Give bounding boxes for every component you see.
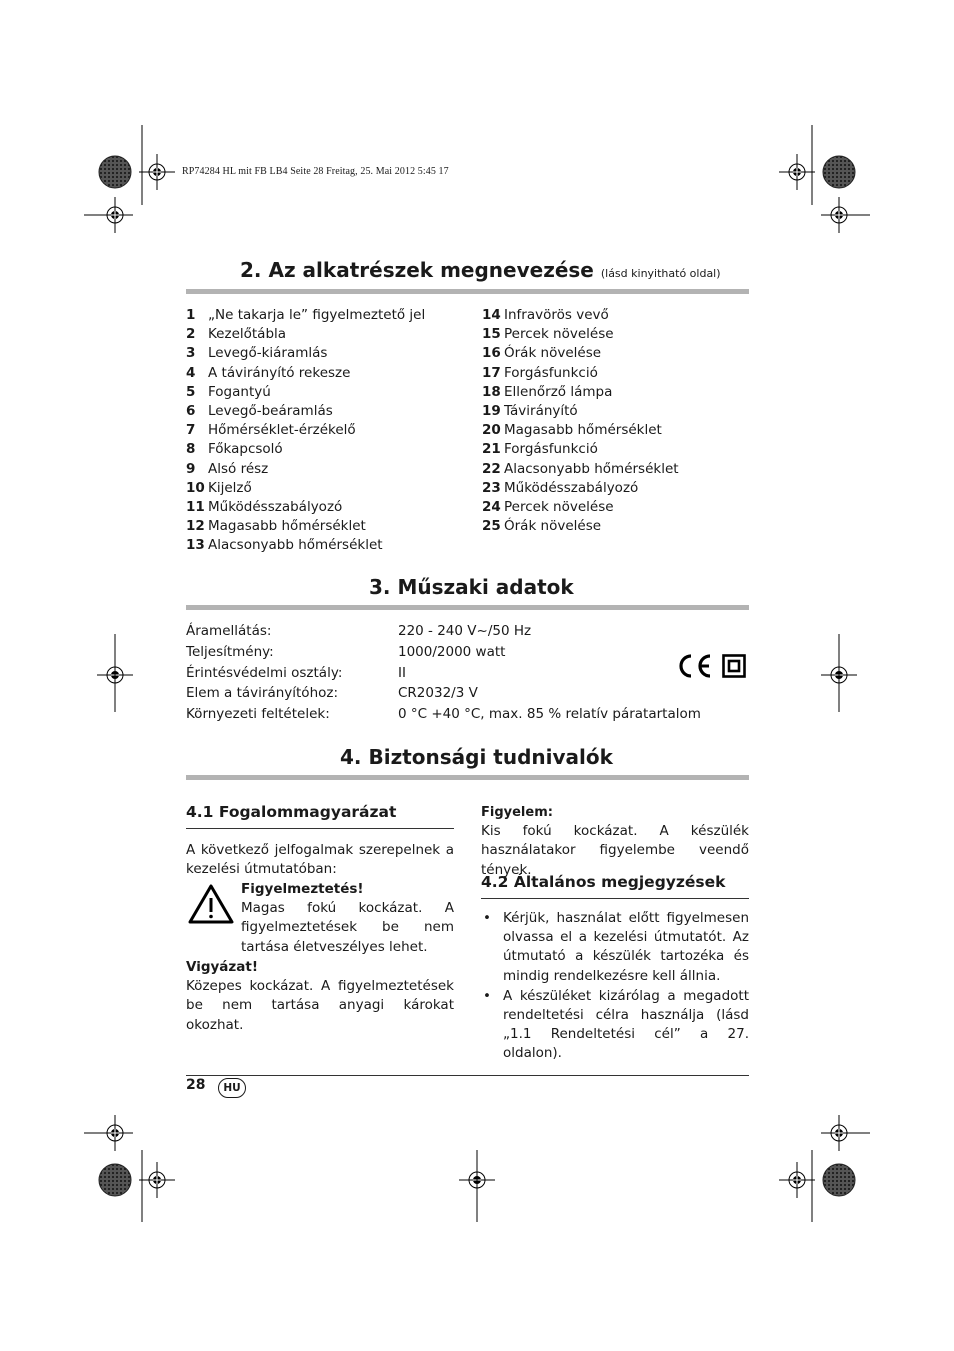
part-label: Órák növelése bbox=[504, 518, 602, 535]
part-number: 20 bbox=[482, 422, 501, 439]
language-badge: HU bbox=[218, 1078, 246, 1098]
part-item bbox=[186, 421, 425, 440]
part-label: Ellenőrző lámpa bbox=[504, 383, 613, 400]
ce-mark-icon bbox=[676, 653, 714, 679]
section-4-title: 4. Biztonsági tudnivalók bbox=[340, 745, 613, 769]
section-4-rule bbox=[186, 775, 749, 780]
attention-block bbox=[481, 803, 749, 880]
part-number: 1 bbox=[186, 307, 196, 323]
attention-text: Kis fokú kockázat. A készülék használatakor figyelembe veendő tények. bbox=[481, 823, 749, 878]
section-2-subtitle: (lásd kinyitható oldal) bbox=[600, 267, 721, 280]
warning-title: Figyelmeztetés! bbox=[241, 881, 364, 897]
subsection-4-2 bbox=[481, 871, 749, 893]
part-label: Infravörös vevő bbox=[504, 307, 609, 323]
part-number: 10 bbox=[186, 479, 205, 496]
caution-block bbox=[186, 958, 454, 1035]
part-item bbox=[186, 325, 425, 344]
parts-list-left bbox=[186, 306, 425, 555]
bullet-text: Kérjük, használat előtt figyelmesen olvassa el a kezelési útmutatót. Az útmutató a készülék tartozéka és mindig rendelkezésre kell állnia. bbox=[503, 910, 749, 984]
part-number: 8 bbox=[186, 441, 196, 458]
left-column bbox=[186, 801, 454, 823]
footer-rule bbox=[186, 1075, 749, 1076]
part-item bbox=[186, 440, 425, 459]
class-ii-insulation-icon bbox=[722, 654, 746, 678]
general-notes-list bbox=[481, 909, 749, 1065]
spec-value: 220 - 240 V~/50 Hz bbox=[398, 623, 532, 639]
part-label: Kezelőtábla bbox=[208, 326, 287, 343]
part-label: Távirányító bbox=[504, 402, 578, 419]
part-number: 21 bbox=[482, 441, 501, 458]
part-label: Kijelző bbox=[208, 479, 252, 496]
part-number: 9 bbox=[186, 460, 196, 477]
part-label: Levegő-beáramlás bbox=[208, 402, 333, 419]
parts-list-right bbox=[482, 306, 679, 536]
spec-value: 0 °C +40 °C, max. 85 % relatív páratartalom bbox=[398, 706, 701, 723]
attention-title: Figyelem: bbox=[481, 805, 553, 820]
part-item bbox=[482, 498, 679, 517]
part-label: Működésszabályozó bbox=[208, 498, 343, 515]
part-number: 15 bbox=[482, 326, 501, 343]
part-label: Fogantyú bbox=[208, 383, 271, 400]
part-number: 2 bbox=[186, 326, 196, 343]
part-number: 13 bbox=[186, 537, 205, 554]
part-item bbox=[186, 460, 425, 479]
print-header: RP74284 HL mit FB LB4 Seite 28 Freitag, 25. Mai 2012 5:45 17 bbox=[182, 166, 449, 177]
part-item bbox=[186, 498, 425, 517]
caution-title: Vigyázat! bbox=[186, 959, 258, 975]
part-number: 12 bbox=[186, 518, 205, 535]
part-label: Magasabb hőmérséklet bbox=[504, 422, 662, 439]
part-number: 5 bbox=[186, 383, 196, 400]
part-item bbox=[186, 479, 425, 498]
part-label: Levegő-kiáramlás bbox=[208, 345, 328, 362]
part-item bbox=[186, 536, 425, 555]
part-item bbox=[186, 517, 425, 536]
spec-label: Áramellátás: bbox=[186, 623, 272, 639]
section-3-rule bbox=[186, 605, 749, 610]
part-label: Magasabb hőmérséklet bbox=[208, 518, 366, 535]
part-number: 19 bbox=[482, 402, 501, 419]
part-item bbox=[186, 402, 425, 421]
part-number: 3 bbox=[186, 345, 196, 362]
part-number: 24 bbox=[482, 498, 501, 515]
part-label: Alacsonyabb hőmérséklet bbox=[504, 460, 679, 477]
warning-triangle-icon bbox=[187, 883, 235, 925]
part-item bbox=[482, 460, 679, 479]
part-label: Alsó rész bbox=[208, 460, 269, 477]
subsection-4-2-rule bbox=[481, 898, 749, 899]
part-number: 4 bbox=[186, 364, 196, 381]
part-label: Működésszabályozó bbox=[504, 479, 639, 496]
part-item bbox=[482, 421, 679, 440]
part-label: Percek növelése bbox=[504, 326, 614, 343]
spec-value: 1000/2000 watt bbox=[398, 643, 506, 660]
part-number: 14 bbox=[482, 307, 501, 323]
part-item bbox=[186, 364, 425, 383]
part-item bbox=[186, 344, 425, 363]
part-number: 25 bbox=[482, 518, 501, 535]
part-label: Alacsonyabb hőmérséklet bbox=[208, 537, 383, 554]
subsection-4-2-title: 4.2 Általános megjegyzések bbox=[481, 873, 726, 891]
part-label: A távirányító rekesze bbox=[208, 364, 351, 381]
warning-text: Magas fokú kockázat. A figyelmeztetések be nem tartása életveszélyes lehet. bbox=[241, 900, 454, 955]
bullet-text: A készüléket kizárólag a megadott rendeltetési célra használja (lásd „1.1 Rendeltetési cél” a 27. oldalon). bbox=[503, 987, 749, 1062]
part-number: 18 bbox=[482, 383, 501, 400]
caution-text: Közepes kockázat. A figyelmeztetések be nem tartása anyagi károkat okozhat. bbox=[186, 978, 454, 1033]
spec-value: II bbox=[398, 664, 406, 681]
part-number: 23 bbox=[482, 479, 501, 496]
part-item bbox=[482, 344, 679, 363]
page-number: 28 bbox=[186, 1077, 206, 1093]
part-item bbox=[482, 517, 679, 536]
section-3-title: 3. Műszaki adatok bbox=[369, 575, 574, 599]
subsection-4-1-title: 4.1 Fogalommagyarázat bbox=[186, 803, 397, 821]
part-label: „Ne takarja le” figyelmeztető jel bbox=[208, 307, 426, 323]
part-label: Forgásfunkció bbox=[504, 364, 598, 381]
part-item bbox=[482, 325, 679, 344]
part-label: Hőmérséklet-érzékelő bbox=[208, 422, 356, 439]
part-number: 6 bbox=[186, 402, 196, 419]
spec-label: Érintésvédelmi osztály: bbox=[186, 664, 343, 681]
part-label: Főkapcsoló bbox=[208, 441, 283, 458]
part-number: 7 bbox=[186, 422, 196, 439]
part-item bbox=[186, 383, 425, 402]
part-item bbox=[482, 440, 679, 459]
part-item bbox=[482, 364, 679, 383]
part-item bbox=[482, 306, 679, 325]
part-number: 22 bbox=[482, 460, 501, 477]
section-2-heading: 2. Az alkatrészek megnevezése bbox=[240, 258, 594, 282]
bullet-item bbox=[481, 987, 749, 1064]
part-item bbox=[482, 479, 679, 498]
bullet-dot: • bbox=[483, 987, 491, 1004]
part-label: Percek növelése bbox=[504, 498, 614, 515]
part-label: Órák növelése bbox=[504, 345, 602, 362]
spec-value: CR2032/3 V bbox=[398, 685, 478, 702]
part-label: Forgásfunkció bbox=[504, 441, 598, 458]
warning-block bbox=[241, 880, 454, 957]
subsection-4-1-rule bbox=[186, 828, 454, 829]
spec-label: Teljesítmény: bbox=[186, 643, 274, 660]
part-number: 16 bbox=[482, 345, 501, 362]
bullet-dot: • bbox=[483, 910, 491, 926]
part-number: 11 bbox=[186, 498, 205, 515]
intro-text: A következő jelfogalmak szerepelnek a kezelési útmutatóban: bbox=[186, 842, 454, 878]
part-item bbox=[482, 402, 679, 421]
section-2-title bbox=[240, 258, 721, 282]
spec-label: Környezeti feltételek: bbox=[186, 706, 330, 723]
part-number: 17 bbox=[482, 364, 501, 381]
bullet-item bbox=[481, 909, 749, 986]
section-2-rule bbox=[186, 289, 749, 294]
part-item bbox=[482, 383, 679, 402]
part-item bbox=[186, 306, 425, 325]
spec-label: Elem a távirányítóhoz: bbox=[186, 685, 339, 702]
